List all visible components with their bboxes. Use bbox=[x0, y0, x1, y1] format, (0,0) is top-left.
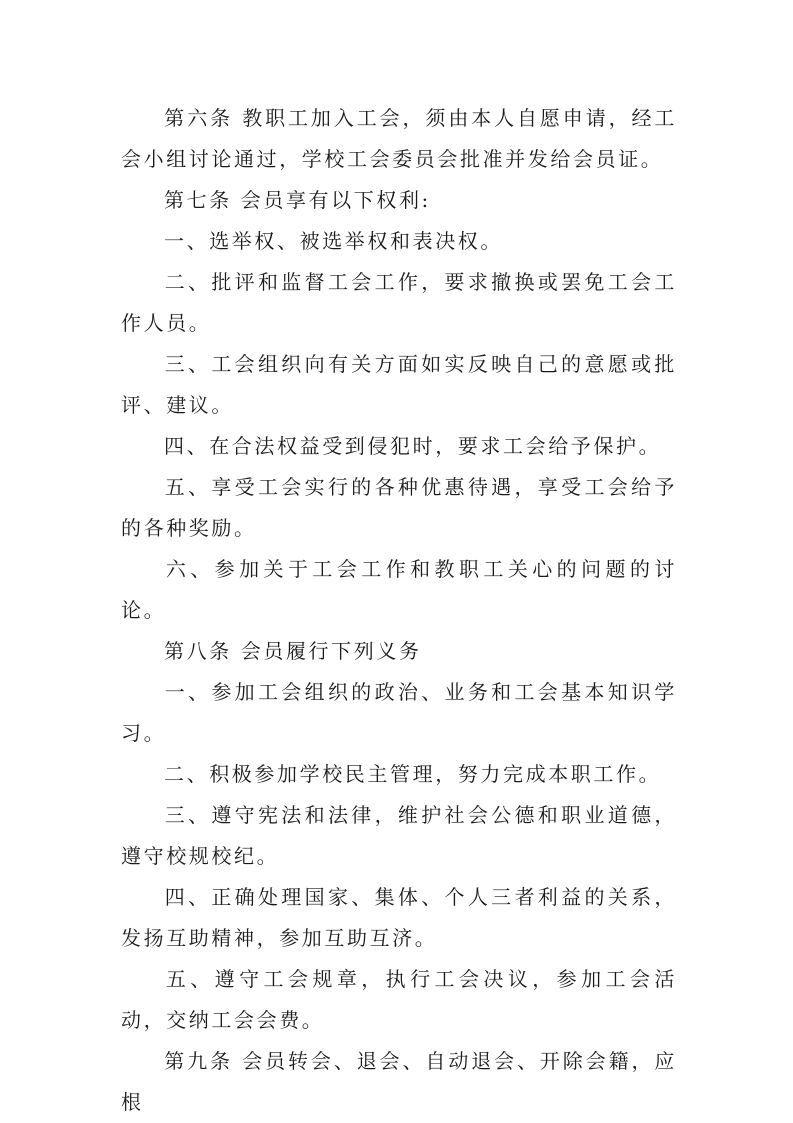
paragraph-text: 三、遵守宪法和法律，维护社会公德和职业道德，遵守校规校纪。 bbox=[121, 803, 677, 868]
paragraph-text: 一、参加工会组织的政治、业务和工会基本知识学习。 bbox=[121, 680, 677, 745]
document-body bbox=[121, 98, 677, 1123]
paragraph-text: 四、正确处理国家、集体、个人三者利益的关系，发扬互助精神，参加互助互济。 bbox=[121, 885, 677, 950]
paragraph bbox=[121, 98, 677, 180]
paragraph bbox=[121, 221, 677, 262]
paragraph-text: 三、工会组织向有关方面如实反映自己的意愿或批评、建议。 bbox=[121, 352, 677, 417]
paragraph-text: 第七条 会员享有以下权利: bbox=[164, 188, 431, 212]
paragraph-text: 第八条 会员履行下列义务 bbox=[164, 639, 422, 663]
paragraph bbox=[121, 672, 677, 754]
paragraph bbox=[121, 631, 677, 672]
paragraph bbox=[121, 795, 677, 877]
paragraph bbox=[121, 877, 677, 959]
paragraph bbox=[121, 467, 677, 549]
paragraph-text: 第六条 教职工加入工会，须由本人自愿申请，经工会小组讨论通过，学校工会委员会批准并发给会员证。 bbox=[121, 106, 677, 171]
paragraph bbox=[121, 426, 677, 467]
paragraph bbox=[121, 959, 677, 1041]
paragraph bbox=[121, 1041, 677, 1123]
paragraph-text: 六、参加关于工会工作和教职工关心的问题的讨论。 bbox=[121, 557, 677, 622]
paragraph-text: 二、批评和监督工会工作，要求撤换或罢免工会工作人员。 bbox=[121, 270, 677, 335]
paragraph-text: 四、在合法权益受到侵犯时，要求工会给予保护。 bbox=[164, 434, 662, 458]
paragraph bbox=[121, 549, 677, 631]
paragraph bbox=[121, 344, 677, 426]
paragraph-text: 一、选举权、被选举权和表决权。 bbox=[164, 229, 503, 253]
paragraph bbox=[121, 754, 677, 795]
paragraph-text: 五、遵守工会规章，执行工会决议，参加工会活动，交纳工会会费。 bbox=[121, 967, 677, 1032]
paragraph bbox=[121, 262, 677, 344]
paragraph-text: 二、积极参加学校民主管理，努力完成本职工作。 bbox=[164, 762, 662, 786]
paragraph bbox=[121, 180, 677, 221]
paragraph-text: 第九条 会员转会、退会、自动退会、开除会籍，应根 bbox=[121, 1049, 677, 1114]
paragraph-text: 五、享受工会实行的各种优惠待遇，享受工会给予的各种奖励。 bbox=[121, 475, 677, 540]
